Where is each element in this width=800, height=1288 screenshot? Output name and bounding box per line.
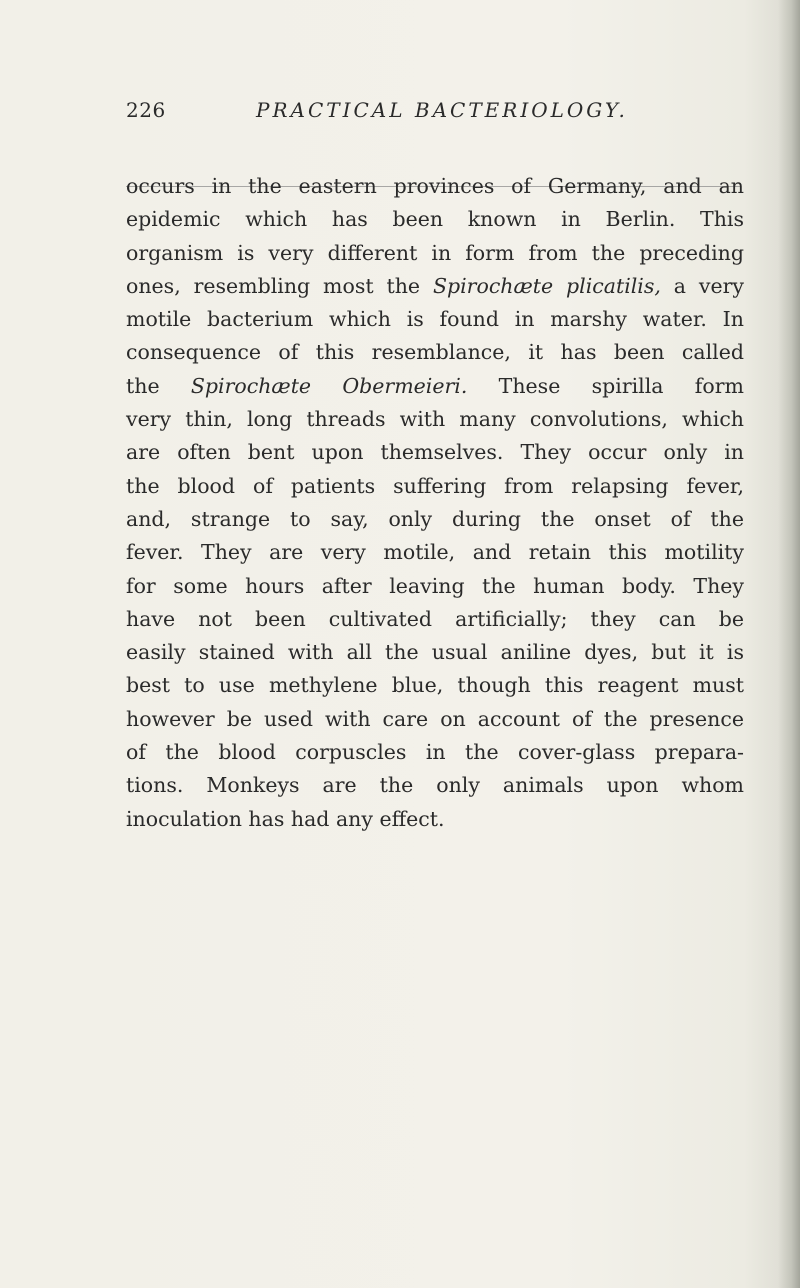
text-line [126,370,744,403]
text-line [126,237,744,270]
text-line [126,503,744,536]
text-segment: the [126,373,191,398]
text-line [126,536,744,569]
text-line [126,570,744,603]
text-line [126,736,744,769]
text-segment: very thin, long threads with many convolutions, which [126,407,744,432]
text-line [126,803,744,836]
text-segment: ones, resembling most the [126,273,433,298]
text-line [126,403,744,436]
text-segment: are often bent upon themselves. They occur only in [126,440,744,465]
text-line [126,703,744,736]
running-title: PRACTICAL BACTERIOLOGY. [256,98,628,122]
text-segment: occurs in the eastern provinces of Germany, and an [126,174,744,198]
text-segment: fever. They are very motile, and retain this motility [126,540,744,565]
text-segment: a very [660,273,744,298]
text-line [126,669,744,702]
text-segment: the blood of patients suffering from relapsing fever, [126,473,744,498]
text-segment: have not been cultivated artificially; they can be [126,606,744,631]
text-segment: easily stained with all the usual aniline dyes, but it is [126,640,744,665]
text-line [126,270,744,303]
body-paragraph [126,170,744,836]
text-line [126,769,744,802]
text-segment: These spirilla form [467,373,744,398]
text-segment: however be used with care on account of the presence [126,706,744,731]
text-line [126,170,744,203]
italic-text: Spirochæte plicatilis, [432,273,661,298]
text-line [126,303,744,336]
page-number: 226 [126,98,166,122]
text-segment: motile bacterium which is found in marshy water. In [126,307,744,332]
text-segment: organism is very different in form from the preceding [126,240,744,265]
text-segment: tions. Monkeys are the only animals upon whom [126,773,744,798]
italic-text: Spirochæte Obermeieri. [190,373,468,398]
text-segment: inoculation has had any effect. [126,806,445,831]
text-segment: consequence of this resemblance, it has been called [126,340,744,365]
text-line [126,436,744,469]
text-segment: of the blood corpuscles in the cover-glass prepara- [126,740,744,765]
text-line [126,636,744,669]
text-line [126,336,744,369]
text-segment: and, strange to say, only during the onset of the [126,506,744,531]
text-line [126,470,744,503]
text-line [126,203,744,236]
page-header [126,98,746,138]
text-segment: epidemic which has been known in Berlin. This [126,207,744,232]
text-segment: for some hours after leaving the human body. They [126,573,744,598]
page-edge-shadow [778,0,800,1288]
text-segment: best to use methylene blue, though this reagent must [126,673,744,698]
text-line [126,603,744,636]
